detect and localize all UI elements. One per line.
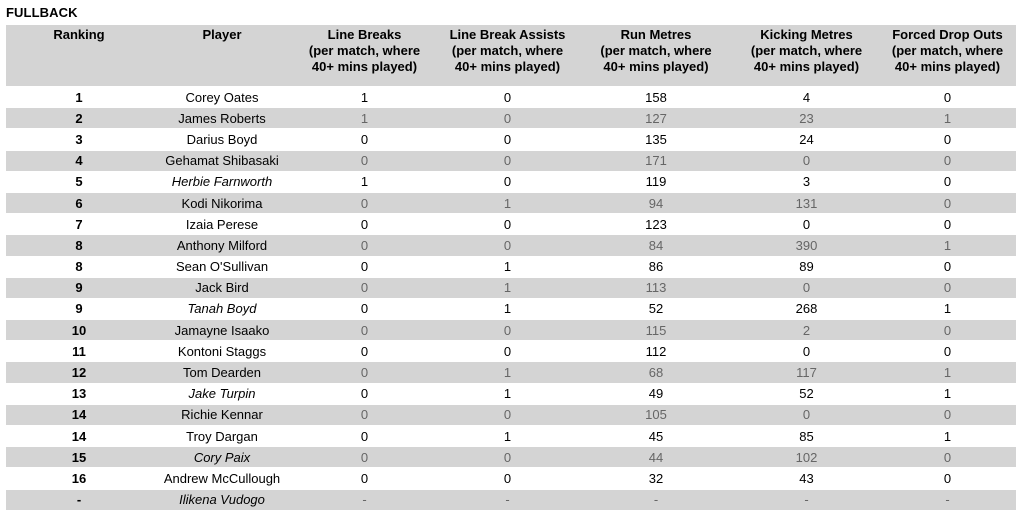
line-breaks-cell: 0	[292, 426, 437, 447]
player-name-cell: Cory Paix	[152, 447, 292, 468]
forced-drop-outs-cell: 0	[879, 171, 1016, 192]
line-breaks-cell: 1	[292, 87, 437, 108]
table-row	[6, 235, 1016, 256]
kicking-metres-cell: 85	[734, 426, 879, 447]
column-header-line: Ranking	[53, 27, 105, 42]
section-title: FULLBACK	[6, 5, 78, 20]
player-name-cell: Gehamat Shibasaki	[152, 150, 292, 171]
column-header-line: (per match, where	[891, 43, 1004, 58]
forced-drop-outs-cell: 0	[879, 256, 1016, 277]
kicking-metres-cell: 24	[734, 129, 879, 150]
table-row	[6, 171, 1016, 192]
table-row	[6, 426, 1016, 447]
column-header-line: Kicking Metres	[760, 27, 853, 42]
table-row	[6, 320, 1016, 341]
player-name-cell: Tanah Boyd	[152, 298, 292, 319]
kicking-metres-cell: 0	[734, 150, 879, 171]
fullback-stats-table	[6, 25, 1016, 511]
line-breaks-cell: 0	[292, 277, 437, 298]
column-header-player	[152, 25, 292, 87]
column-header-forced-drop-outs	[879, 25, 1016, 87]
line-break-assists-cell: 1	[437, 277, 578, 298]
line-breaks-cell: 0	[292, 298, 437, 319]
player-name-cell: Kodi Nikorima	[152, 192, 292, 213]
run-metres-cell: 86	[578, 256, 734, 277]
kicking-metres-cell: 268	[734, 298, 879, 319]
ranking-cell: 14	[6, 404, 152, 425]
table-row	[6, 468, 1016, 489]
forced-drop-outs-cell: -	[879, 489, 1016, 510]
table-row	[6, 87, 1016, 108]
run-metres-cell: 123	[578, 214, 734, 235]
kicking-metres-cell: 89	[734, 256, 879, 277]
line-break-assists-cell: 0	[437, 108, 578, 129]
run-metres-cell: 113	[578, 277, 734, 298]
run-metres-cell: 105	[578, 404, 734, 425]
line-break-assists-cell: 1	[437, 192, 578, 213]
line-breaks-cell: 1	[292, 108, 437, 129]
run-metres-cell: 44	[578, 447, 734, 468]
column-header-line: Line Breaks	[327, 27, 402, 42]
ranking-cell: 10	[6, 320, 152, 341]
kicking-metres-cell: 131	[734, 192, 879, 213]
ranking-cell: 5	[6, 171, 152, 192]
kicking-metres-cell: 4	[734, 87, 879, 108]
line-breaks-cell: 0	[292, 468, 437, 489]
ranking-cell: 4	[6, 150, 152, 171]
run-metres-cell: 94	[578, 192, 734, 213]
kicking-metres-cell: 0	[734, 341, 879, 362]
forced-drop-outs-cell: 1	[879, 383, 1016, 404]
player-name-cell: Jamayne Isaako	[152, 320, 292, 341]
kicking-metres-cell: 43	[734, 468, 879, 489]
run-metres-cell: 115	[578, 320, 734, 341]
line-break-assists-cell: 1	[437, 256, 578, 277]
player-name-cell: Tom Dearden	[152, 362, 292, 383]
run-metres-cell: 45	[578, 426, 734, 447]
kicking-metres-cell: 0	[734, 404, 879, 425]
line-breaks-cell: 0	[292, 447, 437, 468]
player-name-cell: Kontoni Staggs	[152, 341, 292, 362]
column-header-line: 40+ mins played)	[894, 59, 1001, 74]
line-breaks-cell: 0	[292, 256, 437, 277]
column-header-line: Forced Drop Outs	[892, 27, 1003, 42]
ranking-cell: 8	[6, 235, 152, 256]
table-row	[6, 256, 1016, 277]
run-metres-cell: 52	[578, 298, 734, 319]
player-name-cell: Izaia Perese	[152, 214, 292, 235]
line-breaks-cell: 0	[292, 192, 437, 213]
forced-drop-outs-cell: 0	[879, 277, 1016, 298]
table-body	[6, 87, 1016, 511]
run-metres-cell: 84	[578, 235, 734, 256]
run-metres-cell: 68	[578, 362, 734, 383]
column-header-line-break-assists	[437, 25, 578, 87]
column-header-line: Player	[202, 27, 242, 42]
player-name-cell: Jake Turpin	[152, 383, 292, 404]
line-breaks-cell: -	[292, 489, 437, 510]
ranking-cell: 12	[6, 362, 152, 383]
line-break-assists-cell: 0	[437, 341, 578, 362]
ranking-cell: 2	[6, 108, 152, 129]
line-break-assists-cell: 1	[437, 298, 578, 319]
ranking-cell: 9	[6, 298, 152, 319]
line-breaks-cell: 0	[292, 129, 437, 150]
line-breaks-cell: 0	[292, 404, 437, 425]
ranking-cell: 1	[6, 87, 152, 108]
column-header-line: 40+ mins played)	[603, 59, 709, 74]
forced-drop-outs-cell: 0	[879, 129, 1016, 150]
table-row	[6, 341, 1016, 362]
line-break-assists-cell: 0	[437, 447, 578, 468]
player-name-cell: Herbie Farnworth	[152, 171, 292, 192]
run-metres-cell: 112	[578, 341, 734, 362]
line-breaks-cell: 0	[292, 383, 437, 404]
ranking-cell: 9	[6, 277, 152, 298]
table-row	[6, 214, 1016, 235]
forced-drop-outs-cell: 0	[879, 192, 1016, 213]
player-name-cell: Ilikena Vudogo	[152, 489, 292, 510]
line-break-assists-cell: 0	[437, 468, 578, 489]
line-breaks-cell: 0	[292, 341, 437, 362]
ranking-cell: 11	[6, 341, 152, 362]
run-metres-cell: 49	[578, 383, 734, 404]
line-break-assists-cell: 0	[437, 404, 578, 425]
column-header-kicking-metres	[734, 25, 879, 87]
ranking-cell: 6	[6, 192, 152, 213]
line-break-assists-cell: 1	[437, 362, 578, 383]
ranking-cell: 15	[6, 447, 152, 468]
run-metres-cell: -	[578, 489, 734, 510]
line-break-assists-cell: 0	[437, 150, 578, 171]
column-header-line: (per match, where	[308, 43, 421, 58]
column-header-ranking	[6, 25, 152, 87]
player-name-cell: Jack Bird	[152, 277, 292, 298]
line-break-assists-cell: 0	[437, 87, 578, 108]
line-break-assists-cell: 0	[437, 235, 578, 256]
column-header-line: (per match, where	[451, 43, 564, 58]
kicking-metres-cell: 0	[734, 214, 879, 235]
line-breaks-cell: 0	[292, 214, 437, 235]
kicking-metres-cell: 102	[734, 447, 879, 468]
player-name-cell: Corey Oates	[152, 87, 292, 108]
table-row	[6, 277, 1016, 298]
kicking-metres-cell: 390	[734, 235, 879, 256]
forced-drop-outs-cell: 0	[879, 320, 1016, 341]
column-header-line: 40+ mins played)	[753, 59, 860, 74]
table-row	[6, 298, 1016, 319]
forced-drop-outs-cell: 0	[879, 150, 1016, 171]
run-metres-cell: 119	[578, 171, 734, 192]
kicking-metres-cell: 0	[734, 277, 879, 298]
run-metres-cell: 158	[578, 87, 734, 108]
line-break-assists-cell: 0	[437, 129, 578, 150]
player-name-cell: Richie Kennar	[152, 404, 292, 425]
line-break-assists-cell: -	[437, 489, 578, 510]
forced-drop-outs-cell: 0	[879, 468, 1016, 489]
column-header-line-breaks	[292, 25, 437, 87]
player-name-cell: Troy Dargan	[152, 426, 292, 447]
ranking-cell: 16	[6, 468, 152, 489]
forced-drop-outs-cell: 1	[879, 362, 1016, 383]
line-breaks-cell: 1	[292, 171, 437, 192]
table-row	[6, 362, 1016, 383]
run-metres-cell: 32	[578, 468, 734, 489]
table-row	[6, 129, 1016, 150]
line-breaks-cell: 0	[292, 320, 437, 341]
kicking-metres-cell: -	[734, 489, 879, 510]
column-header-line: Line Break Assists	[449, 27, 566, 42]
line-breaks-cell: 0	[292, 235, 437, 256]
run-metres-cell: 127	[578, 108, 734, 129]
run-metres-cell: 135	[578, 129, 734, 150]
kicking-metres-cell: 23	[734, 108, 879, 129]
kicking-metres-cell: 52	[734, 383, 879, 404]
run-metres-cell: 171	[578, 150, 734, 171]
ranking-cell: 3	[6, 129, 152, 150]
kicking-metres-cell: 117	[734, 362, 879, 383]
ranking-cell: 13	[6, 383, 152, 404]
column-header-line: 40+ mins played)	[311, 59, 418, 74]
line-break-assists-cell: 1	[437, 426, 578, 447]
line-break-assists-cell: 1	[437, 383, 578, 404]
forced-drop-outs-cell: 0	[879, 404, 1016, 425]
column-header-line: (per match, where	[600, 43, 712, 58]
table-row	[6, 192, 1016, 213]
ranking-cell: 7	[6, 214, 152, 235]
forced-drop-outs-cell: 1	[879, 298, 1016, 319]
table-row	[6, 489, 1016, 510]
player-name-cell: James Roberts	[152, 108, 292, 129]
table-row	[6, 150, 1016, 171]
forced-drop-outs-cell: 1	[879, 235, 1016, 256]
kicking-metres-cell: 3	[734, 171, 879, 192]
table-header-row	[6, 25, 1016, 87]
player-name-cell: Anthony Milford	[152, 235, 292, 256]
forced-drop-outs-cell: 0	[879, 447, 1016, 468]
table-row	[6, 447, 1016, 468]
forced-drop-outs-cell: 1	[879, 426, 1016, 447]
table-row	[6, 404, 1016, 425]
table-row	[6, 108, 1016, 129]
line-breaks-cell: 0	[292, 362, 437, 383]
forced-drop-outs-cell: 0	[879, 214, 1016, 235]
forced-drop-outs-cell: 0	[879, 341, 1016, 362]
player-name-cell: Andrew McCullough	[152, 468, 292, 489]
column-header-run-metres	[578, 25, 734, 87]
table-row	[6, 383, 1016, 404]
ranking-cell: -	[6, 489, 152, 510]
column-header-line: Run Metres	[620, 27, 692, 42]
player-name-cell: Darius Boyd	[152, 129, 292, 150]
forced-drop-outs-cell: 1	[879, 108, 1016, 129]
player-name-cell: Sean O'Sullivan	[152, 256, 292, 277]
column-header-line: (per match, where	[750, 43, 863, 58]
forced-drop-outs-cell: 0	[879, 87, 1016, 108]
line-break-assists-cell: 0	[437, 320, 578, 341]
line-break-assists-cell: 0	[437, 171, 578, 192]
line-break-assists-cell: 0	[437, 214, 578, 235]
ranking-cell: 14	[6, 426, 152, 447]
ranking-cell: 8	[6, 256, 152, 277]
line-breaks-cell: 0	[292, 150, 437, 171]
kicking-metres-cell: 2	[734, 320, 879, 341]
column-header-line: 40+ mins played)	[454, 59, 561, 74]
